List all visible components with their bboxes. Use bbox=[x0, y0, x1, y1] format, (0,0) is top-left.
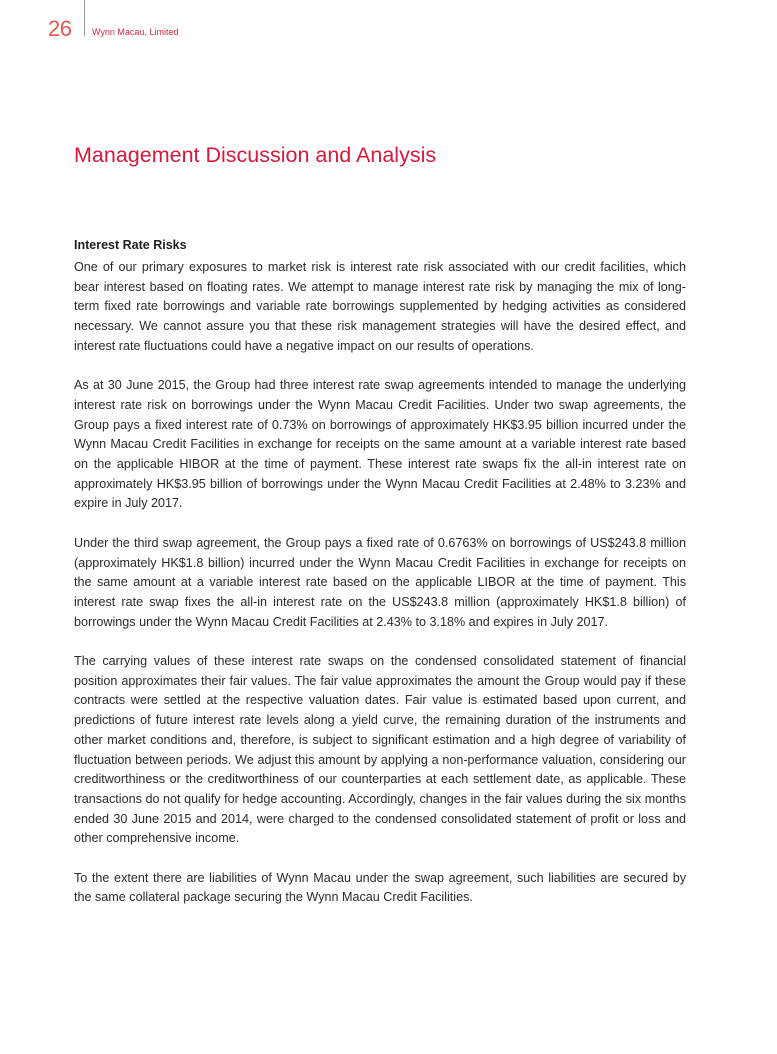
paragraph-market-risk: One of our primary exposures to market risk is interest rate risk associated with our credit facilities, which bear interest based on floating rates. We attempt to manage interest rate risk by managing the mix of long-term fixed rate borrowings and variable rate borrowings supplemented by hedging activities as considered necessary. We cannot assure you that these risk management strategies will have the desired effect, and interest rate fluctuations could have a negative impact on our results of operations. bbox=[74, 260, 686, 353]
paragraph-swap-agreements: As at 30 June 2015, the Group had three interest rate swap agreements intended to manage the underlying interest rate risk on borrowings under the Wynn Macau Credit Facilities. Under two swap agreements, the Group pays a fixed interest rate of 0.73% on borrowings of approximately HK$3.95 billion incurred under the Wynn Macau Credit Facilities in exchange for receipts on the same amount at a variable interest rate based on the applicable HIBOR at the time of payment. These interest rate swaps fix the all-in interest rate on approximately HK$3.95 billion of borrowings under the Wynn Macau Credit Facilities at 2.48% to 3.23% and expire in July 2017. bbox=[74, 378, 686, 511]
paragraph-collateral: To the extent there are liabilities of Wynn Macau under the swap agreement, such liabilities are secured by the same collateral package securing the Wynn Macau Credit Facilities. bbox=[74, 870, 686, 905]
paragraph-fair-values: The carrying values of these interest rate swaps on the condensed consolidated statement of financial position approximates their fair values. The fair value approximates the amount the Group would pay if these contracts were settled at the respective valuation dates. Fair value is estimated based upon current, and predictions of future interest rate levels along a yield curve, the remaining duration of the instruments and other market conditions and, therefore, is subject to significant estimation and a high degree of variability of fluctuation between periods. We adjust this amount by applying a non-performance valuation, considering our creditworthiness or the creditworthiness of our counterparties at each settlement date, as applicable. These transactions do not qualify for hedge accounting. Accordingly, changes in the fair values during the six months ended 30 June 2015 and 2014, were charged to the condensed consolidated statement of profit or loss and other comprehensive income. bbox=[74, 654, 686, 846]
document-body bbox=[74, 236, 686, 928]
company-name: Wynn Macau, Limited bbox=[92, 27, 179, 37]
paragraph-third-swap: Under the third swap agreement, the Group pays a fixed rate of 0.6763% on borrowings of US$243.8 million (approximately HK$1.8 billion) incurred under the Wynn Macau Credit Facilities in exchange for receipts on the same amount at a variable interest rate based on the applicable LIBOR at the time of payment. This interest rate swap fixes the all-in interest rate on the US$243.8 million (approximately HK$1.8 billion) of borrowings under the Wynn Macau Credit Facilities at 2.43% to 3.18% and expires in July 2017. bbox=[74, 535, 686, 629]
header-divider bbox=[84, 0, 85, 36]
section-title: Management Discussion and Analysis bbox=[74, 143, 437, 168]
page-header bbox=[0, 0, 777, 44]
page-number: 26 bbox=[48, 16, 72, 41]
subheading-interest-rate-risks: Interest Rate Risks bbox=[74, 238, 187, 252]
